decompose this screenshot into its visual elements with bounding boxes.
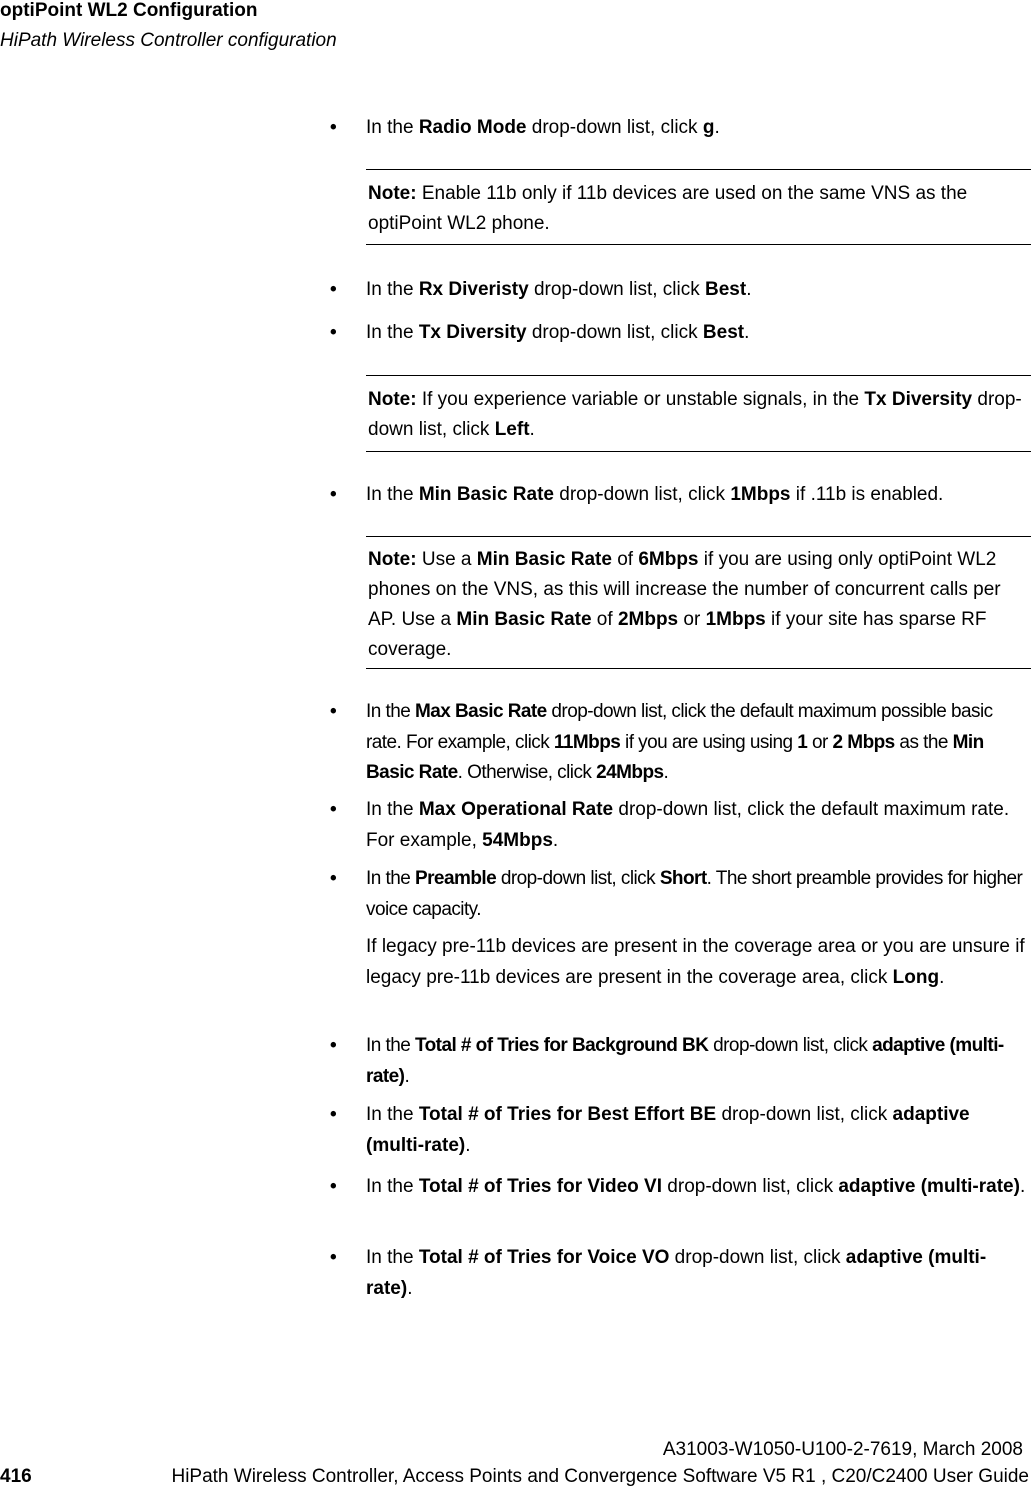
text: . bbox=[744, 322, 750, 343]
text: . bbox=[529, 419, 535, 440]
bullet-icon: • bbox=[330, 799, 337, 820]
field-name: Preamble bbox=[414, 868, 497, 889]
bullet-icon: • bbox=[330, 868, 337, 889]
field-name: Total # of Tries for Background BK bbox=[414, 1035, 709, 1056]
running-header-subtitle: HiPath Wireless Controller configuration bbox=[0, 30, 337, 51]
preamble-legacy-note bbox=[366, 932, 1027, 993]
note-text: of bbox=[591, 609, 618, 630]
text: In the bbox=[366, 484, 419, 505]
text: In the bbox=[366, 117, 419, 138]
field-name: Max Operational Rate bbox=[418, 799, 614, 820]
running-header-title: optiPoint WL2 Configuration bbox=[0, 0, 258, 21]
field-name: Min Basic Rate bbox=[476, 549, 612, 570]
field-name: Min Basic Rate bbox=[418, 484, 554, 505]
text: In the bbox=[366, 1104, 419, 1125]
note-text: if your site has sparse RF coverage. bbox=[368, 609, 987, 660]
field-name: Rx Diveristy bbox=[418, 279, 529, 300]
text: In the bbox=[366, 868, 415, 889]
text: if .11b is enabled. bbox=[790, 484, 944, 505]
bullet-icon: • bbox=[330, 484, 337, 505]
note-label: Note: bbox=[368, 389, 417, 410]
field-name: Total # of Tries for Voice VO bbox=[418, 1247, 670, 1268]
note-label: Note: bbox=[368, 549, 417, 570]
text: . bbox=[714, 117, 720, 138]
option-value: Best bbox=[702, 322, 745, 343]
text: If legacy pre-11b devices are present in the coverage area or you are unsure if legacy pre-11b devices are present in the coverage area, click bbox=[366, 936, 1025, 988]
text: drop-down list, click the default maximum rate. For example, bbox=[366, 799, 1010, 851]
footer-page-number: 416 bbox=[0, 1466, 32, 1487]
option-value: Left bbox=[494, 419, 530, 440]
text: drop-down list, click bbox=[528, 279, 706, 300]
note-text: Use a bbox=[416, 549, 477, 570]
text: . bbox=[552, 829, 559, 851]
option-value: Long bbox=[892, 966, 940, 988]
note-box-signals bbox=[366, 375, 1031, 452]
option-value: 2 Mbps bbox=[832, 731, 895, 753]
text: . bbox=[465, 1134, 471, 1156]
field-name: Tx Diversity bbox=[864, 389, 973, 410]
note-text: If you experience variable or unstable signals, in the bbox=[416, 389, 865, 410]
bullet-icon: • bbox=[330, 1035, 337, 1056]
text: drop-down list, click bbox=[669, 1247, 846, 1268]
bullet-icon: • bbox=[330, 1104, 337, 1125]
option-value: adaptive (multi-rate) bbox=[838, 1176, 1020, 1197]
note-box-11b bbox=[366, 169, 1031, 245]
option-value: 1Mbps bbox=[705, 609, 766, 630]
note-text: or bbox=[678, 609, 706, 630]
option-value: Best bbox=[705, 279, 747, 300]
text: drop-down list, click bbox=[526, 322, 703, 343]
field-name: Radio Mode bbox=[418, 117, 527, 138]
note-text: if you are using only optiPoint WL2 phones on the VNS, as this will increase the number of concurrent calls per AP. Use a bbox=[368, 549, 1001, 630]
field-name: Min Basic Rate bbox=[366, 731, 984, 783]
text: In the bbox=[366, 322, 419, 343]
text: . bbox=[663, 762, 669, 783]
bullet-icon: • bbox=[330, 117, 337, 138]
text: In the bbox=[366, 1247, 419, 1268]
text: . bbox=[939, 966, 945, 988]
field-name: Total # of Tries for Video VI bbox=[418, 1176, 663, 1197]
bullet-icon: • bbox=[330, 1176, 337, 1197]
footer-document-id: A31003-W1050-U100-2-7619, March 2008 bbox=[662, 1439, 1023, 1460]
note-text: of bbox=[611, 549, 639, 570]
text: drop-down list, click bbox=[553, 484, 731, 505]
note-box-min-rate bbox=[366, 536, 1031, 669]
bullet-icon: • bbox=[330, 322, 337, 343]
text: . bbox=[404, 1065, 410, 1087]
text: drop-down list, click bbox=[526, 117, 703, 138]
field-name: Max Basic Rate bbox=[414, 701, 547, 722]
option-value: adaptive (multi-rate) bbox=[366, 1247, 987, 1299]
bullet-icon: • bbox=[330, 701, 337, 722]
option-value: g bbox=[702, 117, 715, 138]
bullet-icon: • bbox=[330, 1247, 337, 1268]
option-value: 6Mbps bbox=[638, 549, 699, 570]
footer-document-title: HiPath Wireless Controller, Access Points and Convergence Software V5 R1 , C20/C2400 User Guide bbox=[171, 1466, 1029, 1487]
option-value: adaptive (multi-rate) bbox=[366, 1104, 970, 1156]
bullet-icon: • bbox=[330, 279, 337, 300]
text: In the bbox=[366, 701, 415, 722]
text: . bbox=[746, 279, 752, 300]
text: . The short preamble provides for higher voice capacity. bbox=[366, 868, 1023, 920]
text: as the bbox=[894, 731, 953, 753]
option-value: 1Mbps bbox=[730, 484, 791, 505]
text: . bbox=[407, 1277, 413, 1299]
text: if you are using using bbox=[620, 731, 798, 753]
text: drop-down list, click bbox=[708, 1035, 873, 1056]
field-name: Min Basic Rate bbox=[456, 609, 592, 630]
text: In the bbox=[366, 279, 419, 300]
option-value: 2Mbps bbox=[617, 609, 679, 630]
note-text: Enable 11b only if 11b devices are used on the same VNS as the optiPoint WL2 phone. bbox=[368, 183, 968, 234]
text: drop-down list, click bbox=[662, 1176, 839, 1197]
note-label: Note: bbox=[368, 183, 417, 204]
text: or bbox=[807, 731, 833, 753]
note-text: drop-down list, click bbox=[368, 389, 1022, 440]
text: In the bbox=[366, 1035, 415, 1056]
text: . Otherwise, click bbox=[457, 762, 597, 783]
option-value: 11Mbps bbox=[553, 731, 621, 753]
text: In the bbox=[366, 1176, 419, 1197]
text: . bbox=[1019, 1176, 1026, 1197]
option-value: 1 bbox=[797, 731, 808, 753]
text: drop-down list, click bbox=[496, 868, 660, 889]
field-name: Total # of Tries for Best Effort BE bbox=[418, 1104, 717, 1125]
field-name: Tx Diversity bbox=[418, 322, 527, 343]
option-value: Short bbox=[659, 868, 707, 889]
text: drop-down list, click bbox=[716, 1104, 893, 1125]
option-value: 54Mbps bbox=[482, 829, 553, 851]
option-value: 24Mbps bbox=[596, 762, 664, 783]
text: In the bbox=[366, 799, 419, 820]
option-value: adaptive (multi-rate) bbox=[366, 1035, 1004, 1087]
text: drop-down list, click the default maximum possible basic rate. For example, click bbox=[366, 701, 993, 753]
